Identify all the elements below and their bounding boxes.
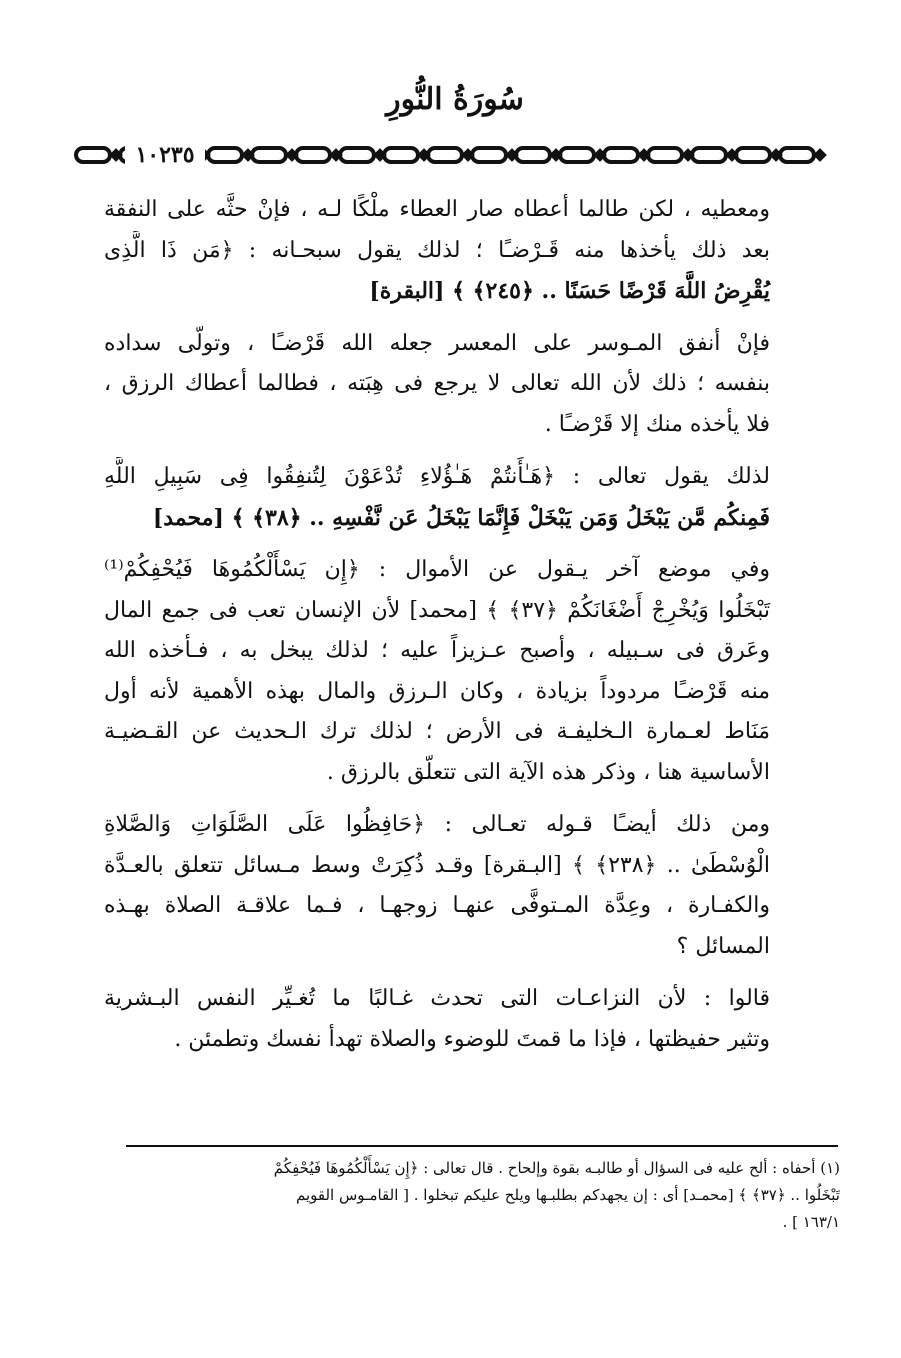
chain-link (516, 148, 550, 162)
chain-link (560, 148, 594, 162)
footnote (104, 1155, 840, 1236)
footnote-separator (126, 1145, 838, 1147)
text-line: وعَرق فى سـبيله ، وأصبح عـزيزاً عليه ؛ لذلك يبخل به ، فـأخذه الله (104, 638, 770, 663)
text-line: قالوا : لأن النزاعـات التى تحدث غـالبًا ما تُغـيِّر النفس البـشرية (104, 986, 770, 1011)
chain-link (340, 148, 374, 162)
text-line: ومعطيه ، لكن طالما أعطاه صار العطاء ملْكًا لـه ، فإنْ حثَّه على النفقة (104, 197, 770, 222)
paragraph (104, 190, 820, 312)
text-line: فإنْ أنفق المـوسر على المعسر جعله الله قَرْضـًا ، وتولّى سداده (104, 330, 770, 356)
text-line: مَنَاط لعـمارة الـخليفـة فى الأرض ؛ لذلك ترك الـحديث عن القـضيـة (104, 719, 770, 744)
text-line: يُقْرِضُ اللَّهَ قَرْضًا حَسَنًا .. ﴿٢٤٥﴾ ﴾ [البقرة] (369, 278, 770, 304)
text-line: تَبْخَلُوا وَيُخْرِجْ أَضْغَانَكُمْ ﴿٣٧﴾ ﴾ [محمد] لأن الإنسان تعب فى جمع المال (104, 597, 770, 623)
surah-title: سُورَةُ النُّورِ (386, 82, 524, 117)
paragraph (104, 457, 820, 538)
chain-link (208, 148, 242, 162)
chain-link (472, 148, 506, 162)
text-line: الأساسية هنا ، وذكر هذه الآية التى تتعلّق بالرزق . (326, 759, 770, 785)
chain-link (384, 148, 418, 162)
footnote-line: (١) أحفاه : ألح عليه فى السؤال أو طالبـه بقوة وإلحاح . قال تعالى : ﴿إِن يَسْأَلْكُمُوهَا فَيُحْفِكُمْ (273, 1159, 840, 1177)
text-line: لذلك يقول تعالى : ﴿هَـٰأَنتُمْ هَـٰؤُلاءِ تُدْعَوْنَ لِتُنفِقُوا فِى سَبِيلِ اللَّهِ (104, 464, 770, 489)
text-line: والكفـارة ، وعِدَّة المـتوفَّى عنهـا زوجهـا ، فـما علاقـة الصلاة بهـذه (104, 893, 770, 918)
text-line: منه قَرْضـًا مردوداً بزيادة ، وكان الـرزق والمال بهذه الأهمية لأنه أول (104, 678, 770, 704)
paragraph (104, 550, 820, 793)
paragraph (104, 324, 820, 446)
text-line: وتثير حفيظتها ، فإذا ما قمتَ للوضوء والصلاة تهدأ نفسك وتطمئن . (174, 1026, 770, 1052)
chain-link (692, 148, 726, 162)
chain-link (604, 148, 638, 162)
paragraph (104, 805, 820, 967)
chain-link (648, 148, 682, 162)
chain-link (76, 148, 110, 162)
footnote-line: تَبْخَلُوا .. ﴿٣٧﴾ ﴾ [محمـد] أى : إن يجهدكم بطلبـها ويلح عليكم تبخلوا . [ القامـوس القويم (295, 1186, 840, 1204)
text-line: الْوُسْطَىٰ .. ﴿٢٣٨﴾ ﴾ [البـقرة] وقـد ذُكِرَتْ وسط مـسائل تتعلق بالعـدَّة (104, 852, 770, 878)
chain-link (428, 148, 462, 162)
text-line: بعد ذلك يأخذها منه قَـرْضـًا ؛ لذلك يقول سبحـانه : ﴿مَن ذَا الَّذِى (104, 237, 770, 263)
paragraph (104, 979, 820, 1060)
page-header (0, 82, 901, 132)
chain-link (252, 148, 286, 162)
body-text (104, 190, 820, 1072)
text-line: المسائل ؟ (676, 933, 770, 959)
page-number: ١٠٢٣٥ (125, 140, 205, 170)
text-line: بنفسه ؛ ذلك لأن الله تعالى لا يرجع فى هِبَته ، فطالما أعطاك الرزق ، (104, 371, 770, 396)
chain-link (736, 148, 770, 162)
text-line: فَمِنكُم مَّن يَبْخَلُ وَمَن يَبْخَلْ فَإِنَّمَا يَبْخَلُ عَن نَّفْسِهِ .. ﴿٣٨﴾ ﴾ [محمد] (152, 504, 770, 531)
chain-diamond (816, 151, 824, 159)
text-line: وفي موضع آخر يـقول عن الأموال : ﴿إِن يَسْأَلْكُمُوهَا فَيُحْفِكُمْ⁽¹⁾ (104, 557, 770, 582)
chain-link (780, 148, 814, 162)
chain-link (296, 148, 330, 162)
text-line: فلا يأخذه منك إلا قَرْضـًا . (544, 411, 770, 437)
text-line: ومن ذلك أيضـًا قـوله تعـالى : ﴿حَافِظُوا عَلَى الصَّلَوَاتِ وَالصَّلاةِ (104, 812, 770, 837)
footnote-line: ١٦٣/١ ] . (782, 1213, 840, 1231)
